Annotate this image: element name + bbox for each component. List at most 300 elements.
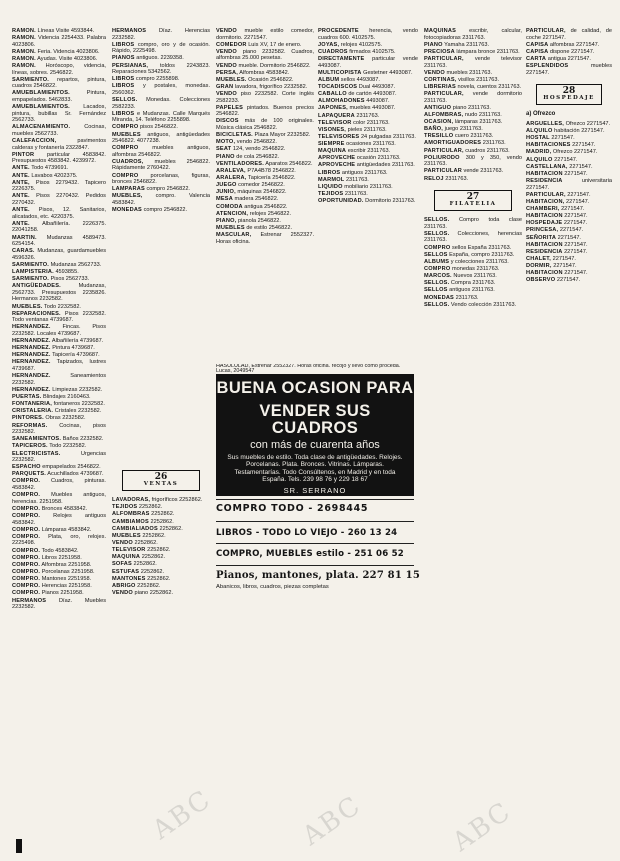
divider: [216, 521, 414, 522]
classified-ad: [318, 191, 418, 198]
ad-text: máquinas 2546822.: [237, 189, 287, 196]
ad-keyword: LIBROS: [112, 76, 135, 83]
ad-keyword: JOYAS,: [318, 41, 340, 48]
ad-keyword: CORTINAS,: [424, 76, 457, 83]
ad-keyword: ANTE,: [12, 179, 30, 186]
ad-text: Yamaha 2311763.: [444, 41, 490, 48]
ad-text: cuero 2311763.: [454, 133, 494, 140]
ad-keyword: MARMOL: [318, 176, 345, 183]
ad-text: piso 2232582. Corte inglés 2582233.: [216, 91, 314, 104]
ad-keyword: RAMON.: [12, 48, 36, 55]
ad-keyword: PERSIANAS,: [112, 62, 149, 69]
ad-keyword: BICICLETAS.: [216, 132, 253, 139]
classified-ad: [526, 178, 612, 191]
ad-keyword: CASTELLANA,: [526, 163, 568, 170]
ad-text: vende televisor 2311763.: [424, 55, 522, 69]
ad-text: 2311763.: [356, 112, 380, 119]
classified-ad: [216, 211, 314, 218]
ad-keyword: ALBUMS: [424, 258, 450, 265]
classified-ad: [112, 519, 210, 526]
ad-text: compro, oro y de ocasión. Rápido, 2225498.: [112, 41, 210, 55]
ad-text: Mudanzas, 2562733. Presupuestos 2235826. Hermanos 2232582.: [12, 283, 106, 303]
section-label: HOSPEDAJE: [543, 94, 595, 101]
ad-text: mueble. Dormitorio 2546822.: [238, 62, 311, 69]
ad-keyword: ANTIGÜEDADES.: [12, 283, 61, 290]
classified-ad: [12, 464, 106, 471]
ad-keyword: PARTICULAR,: [424, 55, 464, 62]
ad-text: piano 2232582. Cuadros, alfombras 25.000 pesetas.: [216, 48, 314, 62]
ad-text: Cristales 2232582.: [54, 408, 102, 415]
ad-keyword: SELLOS.: [112, 97, 138, 104]
ad-keyword: HABITACION: [526, 270, 563, 277]
ad-text: antiguos 2311763.: [341, 169, 388, 176]
classified-ad: [424, 126, 522, 133]
ad-keyword: SELLOS: [424, 251, 448, 258]
ad-text: 2252862.: [137, 582, 161, 589]
ad-keyword: LAMPARAS: [112, 186, 145, 193]
ad-keyword: POLIURODO: [424, 154, 460, 161]
ad-text: Ofrezco 2271547.: [552, 149, 598, 156]
ad-text: visillos 2311763.: [458, 76, 500, 83]
classified-ad: [526, 157, 612, 164]
ad-keyword: RAMON.: [12, 28, 36, 34]
classified-ad: [318, 134, 418, 141]
classified-ad: [112, 526, 210, 533]
ad-text: España, compro 2311763.: [449, 251, 515, 258]
ad-keyword: RAMON.: [12, 63, 36, 70]
ad-keyword: TELEVISOR: [318, 119, 352, 126]
ad-text: Mudanzas 4589473. 6254154.: [12, 234, 106, 248]
classified-ad: [424, 295, 522, 302]
ad-keyword: ALQUILO: [526, 156, 553, 163]
classified-ad: [526, 199, 612, 206]
bold-ad-pianos: Pianos, mantones, plata. 227 81 15: [216, 570, 420, 581]
ad-text: Pintura 4739687.: [52, 345, 95, 352]
ad-text: dispone 2271547.: [549, 48, 595, 55]
ad-text: antigua 2546822.: [244, 203, 288, 210]
classified-ad: [112, 173, 210, 186]
ad-text: cuadros 2311763.: [465, 147, 510, 154]
classified-ad: [12, 152, 106, 165]
ad-text: Fincas. Pisos 2232582. Locales 4739687.: [12, 324, 106, 337]
ad-text: antiguos, antigüedades 2546822. 4077238.: [112, 131, 210, 145]
ad-text: 2271547.: [561, 205, 585, 212]
classified-ad: [216, 218, 314, 225]
ad-keyword: PARQUETS.: [12, 471, 47, 478]
classified-ad: [216, 132, 314, 139]
classified-ad: [526, 235, 612, 242]
classified-ad: [526, 63, 612, 76]
classified-ad: [526, 142, 612, 149]
ad-keyword: PARTICULAR,: [424, 91, 464, 98]
classified-column-6: [526, 28, 612, 850]
watermark-text: ABC: [147, 784, 218, 846]
classified-ad: [216, 168, 314, 175]
ad-text: color 2311763.: [353, 119, 390, 126]
ad-keyword: APROVECHE: [318, 162, 356, 169]
ad-keyword: OCASION,: [424, 119, 454, 126]
classified-ad: [12, 436, 106, 443]
classified-ad: [112, 547, 210, 554]
ad-text: muebles antiguos, alfombras 2546822.: [112, 145, 210, 158]
ad-text: Pisos 2279432. Tapicero 2226375.: [12, 179, 106, 193]
ad-text: Pianos 2251958.: [41, 590, 84, 597]
classified-ad: [424, 155, 522, 168]
ad-keyword: HABITACIONES: [526, 142, 571, 149]
classified-ad: [424, 245, 522, 252]
ad-keyword: VENDO: [216, 48, 237, 55]
ad-text: Líneas Visite 4593844.: [37, 28, 95, 34]
ad-keyword: COMPRO.: [12, 513, 41, 519]
ad-keyword: MADRID,: [526, 149, 552, 156]
ad-text: Díaz. Muebles 2232582.: [12, 597, 106, 611]
classified-ad: [526, 149, 612, 156]
classified-ad: [112, 63, 210, 76]
classified-ad: [424, 77, 522, 84]
ad-keyword: DISCOS: [216, 118, 239, 125]
ad-keyword: MONEDAS: [424, 294, 454, 301]
ad-text: Ayudas. Visite 4023806.: [37, 55, 98, 62]
ad-keyword: HERNANDEZ.: [12, 352, 51, 359]
ad-keyword: MESA: [216, 196, 233, 203]
ad-text: madera 2546822.: [234, 196, 279, 203]
ad-keyword: HERNANDEZ.: [12, 373, 51, 380]
classified-ad: [112, 193, 210, 206]
classified-ad: [12, 124, 106, 137]
ad-text: de estilo 2546822.: [246, 224, 293, 231]
classified-ad: [12, 506, 106, 513]
ad-keyword: TOCADISCOS: [318, 83, 358, 90]
ad-text: habitación 2271547.: [554, 127, 605, 134]
classified-ad: [12, 49, 106, 56]
ad-text: y colecciones 2311763.: [450, 258, 509, 265]
ad-text: 2271547.: [564, 270, 588, 277]
ad-text: Compro toda clase 2311763.: [424, 217, 522, 230]
classified-ad: [424, 105, 522, 112]
ad-keyword: AMUEBLAMIENTOS.: [12, 90, 70, 97]
ad-keyword: CUADROS,: [112, 158, 144, 165]
ad-keyword: PARTICULAR,: [526, 191, 566, 198]
ad-keyword: COMPRO.: [12, 533, 41, 540]
ad-text: P7A4B78 2546822.: [247, 167, 296, 174]
classified-ad: [318, 98, 418, 105]
ad-keyword: SEÑORITA: [526, 234, 557, 241]
ad-text: muebles 2271547.: [526, 63, 612, 76]
ad-keyword: VENTILADORES.: [216, 160, 264, 167]
classified-ad: [318, 184, 418, 191]
ad-keyword: COMPRO.: [12, 492, 41, 499]
ad-text: nudo 2311763.: [464, 111, 502, 118]
ad-keyword: COMPRO: [112, 145, 139, 152]
ad-keyword: LIBROS: [112, 110, 135, 117]
ad-keyword: COMPRO.: [12, 561, 41, 568]
classified-ad: [112, 590, 210, 597]
ad-keyword: MUEBLES: [112, 532, 141, 539]
ad-text: mueble estilo comedor, dormitorio. 2271547.: [216, 28, 314, 41]
classified-ad: [12, 269, 106, 276]
classified-ad: [318, 56, 418, 69]
classified-ad: [12, 77, 106, 90]
classified-ad: [526, 220, 612, 227]
ad-keyword: MUEBLES,: [112, 193, 143, 200]
classified-ad: [112, 583, 210, 590]
classified-ad: [216, 204, 314, 211]
ad-keyword: COMPRO: [112, 172, 139, 179]
classified-ad: [318, 198, 418, 205]
classified-ad: [424, 140, 522, 147]
ad-text: Mantones 2251958.: [41, 576, 92, 583]
classified-ad: [216, 189, 314, 196]
classified-ad: [112, 504, 210, 511]
ad-keyword: ARALEVA,: [216, 167, 246, 174]
watermark-text: ABC: [447, 796, 518, 858]
section-heading-ventas: [122, 470, 200, 491]
ad-text: 2271547.: [567, 191, 591, 198]
classified-ad: [112, 28, 210, 41]
ad-keyword: HERNANDEZ.: [12, 324, 51, 331]
ad-keyword: LIBRERIAS: [424, 83, 456, 90]
ad-text: 2252862.: [147, 547, 171, 554]
classified-ad: [318, 170, 418, 177]
classified-ad: [424, 70, 522, 77]
classified-ad: [112, 145, 210, 158]
ad-text: 2252862.: [142, 532, 166, 539]
ad-keyword: ALBUM: [318, 76, 340, 83]
ad-keyword: CHALET,: [526, 255, 552, 262]
ad-text: sellos 4493087.: [340, 76, 380, 83]
ad-text: Gestetner 4493087.: [363, 69, 413, 76]
ad-keyword: COMPRO.: [12, 478, 41, 485]
ad-keyword: CALEFACCION,: [12, 138, 57, 145]
ad-text: Nuevos 2311763.: [453, 273, 497, 280]
ad-text: antiguos 2311763.: [449, 287, 495, 294]
ad-text: Alfombras 2251958.: [41, 561, 92, 568]
ad-keyword: PARTICULAR: [424, 168, 462, 175]
ad-text: pianola 2546822.: [238, 217, 281, 224]
classified-ad: [216, 196, 314, 203]
ad-keyword: COMPRO: [424, 244, 451, 251]
ad-text: Saneamientos 2232582.: [12, 373, 106, 386]
ad-text: compro. Valencia 4583842.: [112, 193, 210, 206]
ad-keyword: VISONES,: [318, 126, 347, 133]
ad-text: 2271547.: [564, 170, 588, 177]
ad-text: lámparas 2311763.: [454, 119, 503, 126]
ad-keyword: SIEMPRE: [318, 141, 345, 148]
classified-ad: [526, 263, 612, 270]
ad-headline-2: VENDER SUS CUADROS: [259, 402, 371, 437]
ad-text: y postales, monedas. 2560362.: [112, 83, 210, 96]
ad-keyword: ELECTRICISTAS.: [12, 450, 61, 457]
ad-keyword: PERSA,: [216, 69, 239, 76]
ad-text: 2271547.: [572, 142, 596, 149]
ad-keyword: SANEAMIENTOS.: [12, 436, 62, 443]
ad-text: Herencias 2251958.: [41, 583, 92, 590]
classified-ad: [526, 42, 612, 49]
classified-ad: [318, 148, 418, 155]
classified-ad: [424, 56, 522, 69]
ad-keyword: CAPISA: [526, 48, 549, 55]
ad-keyword: COMPRO.: [12, 554, 41, 561]
classified-ad: [12, 513, 106, 526]
bold-ad-abanicos: Abanicos, libros, cuadros, piezas completas: [216, 584, 329, 590]
classified-ad: [526, 227, 612, 234]
classified-ad: [12, 352, 106, 359]
classified-ad: [216, 118, 314, 131]
ad-keyword: ALFOMBRAS: [112, 511, 150, 518]
classified-ad: [12, 324, 106, 337]
classified-ad: [318, 141, 418, 148]
ad-text: vendo 2546822.: [236, 139, 277, 146]
classified-ad: [12, 590, 106, 597]
ad-text: 4593855.: [55, 269, 79, 276]
ad-keyword: PIANO,: [216, 217, 237, 224]
classified-ad: [12, 555, 106, 562]
ad-text: Libros 2251958.: [41, 554, 82, 561]
ad-keyword: SELLOS: [424, 287, 448, 294]
classified-ad: [318, 91, 418, 98]
ad-keyword: HERNANDEZ.: [12, 386, 51, 393]
section-heading-hospedaje: [536, 84, 602, 105]
classified-ad: [12, 576, 106, 583]
classified-ad: [12, 569, 106, 576]
ad-text: fontaneros 2232582.: [53, 401, 105, 408]
ad-text: piano 2252862.: [134, 589, 174, 596]
ad-text: de cartón 4493087.: [348, 91, 397, 98]
classified-ad: [112, 97, 210, 110]
ad-text: Acuchillados 4739687.: [47, 471, 104, 478]
ad-keyword: PIANO: [424, 41, 443, 48]
ad-text: 2252862.: [150, 518, 174, 525]
ad-keyword: MAQUINA: [318, 148, 347, 155]
ad-keyword: LAPAQUERA: [318, 112, 355, 119]
ad-keyword: TELEVISOR: [112, 547, 146, 554]
ad-text: Compra 2311763.: [450, 280, 496, 287]
ad-keyword: COMPRO.: [12, 590, 41, 597]
ad-text: Albañilería. 2226375. 22041258.: [12, 220, 106, 234]
classified-ad: [526, 56, 612, 63]
classified-ad: [526, 206, 612, 213]
ad-text: Todo 2232582.: [49, 443, 87, 450]
classified-ad: [216, 42, 314, 49]
classified-ad: [216, 49, 314, 62]
ad-keyword: MAQUINA: [112, 554, 141, 561]
ad-text: Plaza Mayor 2232582.: [254, 132, 311, 139]
classified-ad: [112, 540, 210, 547]
classified-ad: [12, 90, 106, 103]
ad-text: Cuadros, pinturas. 4583842.: [12, 478, 106, 492]
ad-text: vende dormitorio 2311763.: [424, 91, 522, 104]
ad-text: Monedas. Colecciones 2582233.: [112, 97, 210, 110]
classified-ad: [12, 165, 106, 172]
ad-text: 2311763.: [445, 175, 469, 182]
section-heading-filatelia: [434, 190, 512, 211]
ad-text: 2252862.: [133, 561, 157, 568]
classified-ad: [12, 193, 106, 206]
ad-keyword: ANTE.: [12, 193, 30, 200]
classified-ad: [112, 497, 210, 504]
ad-text: muebles 2311763.: [446, 69, 493, 76]
ad-keyword: COMPRO.: [12, 576, 41, 583]
ad-keyword: COMPRO: [112, 124, 139, 131]
ad-keyword: RAMON.: [12, 35, 36, 42]
ad-text: pieles 2311763.: [347, 126, 387, 133]
ad-keyword: VENDO: [112, 589, 133, 596]
ad-keyword: MARTIN.: [12, 234, 37, 241]
ad-keyword: MARCOS.: [424, 273, 452, 280]
ad-text: Obras 2232582.: [45, 415, 86, 422]
classified-ad: [424, 49, 522, 56]
ad-text: 2271547.: [552, 255, 576, 262]
ad-keyword: COMODA: [216, 203, 243, 210]
ad-text: Feria. Videncia 4023806.: [37, 48, 100, 55]
newspaper-page: [12, 28, 612, 850]
classified-ad: [424, 231, 522, 244]
ad-keyword: PARTICULAR,: [526, 28, 566, 34]
section-number: 26: [154, 472, 168, 482]
ad-keyword: CAMBIAMOS: [112, 518, 149, 525]
classified-ad: [112, 124, 210, 131]
classified-ad: [424, 287, 522, 294]
ad-text: Pintura, empapelados. 5462833.: [12, 90, 106, 104]
ad-keyword: MONEDAS: [112, 207, 142, 214]
ad-text: particular 4583842. Presupuestos 4583842. 4239972.: [12, 151, 106, 165]
classified-ad: [424, 42, 522, 49]
ad-text: relojes 4102575.: [340, 41, 383, 48]
classified-ad: [318, 84, 418, 91]
ad-text: Horóscopo, videncia, líneas, sobres. 2546822.: [12, 63, 106, 76]
ad-text: compro 2546822.: [143, 207, 188, 214]
ad-keyword: ALFOMBRAS,: [424, 111, 464, 118]
classified-ad: [12, 527, 106, 534]
ad-keyword: CARAS.: [12, 248, 35, 255]
ad-keyword: COMPRO.: [12, 505, 41, 512]
ad-text: 2252862.: [159, 525, 183, 532]
ad-keyword: VENDO: [216, 91, 237, 98]
classified-ad: [12, 276, 106, 283]
ad-text: 2271547.: [557, 234, 581, 241]
classified-ad: [526, 192, 612, 199]
ad-keyword: GRAN: [216, 83, 234, 90]
classified-ad: [12, 283, 106, 303]
ad-text: 2311763.: [455, 294, 479, 301]
ad-keyword: VENDO: [216, 62, 237, 69]
ad-text: 2271547.: [554, 156, 578, 163]
ad-keyword: CAPISA: [526, 41, 549, 48]
ad-keyword: RESIDENCIA: [526, 177, 563, 184]
ad-keyword: MUEBLES.: [12, 303, 43, 310]
ad-text: antigüedades 2311763.: [356, 162, 415, 169]
ad-keyword: HABITACION: [526, 241, 563, 248]
ad-keyword: MANTONES: [112, 575, 146, 582]
ad-text: Pisos 2232582. Todo ventanas 4739687.: [12, 310, 106, 324]
ad-text: Pisos, 12. Sanitarios, alicatados, etc. 4220375.: [12, 207, 106, 220]
ad-keyword: SELLOS.: [424, 280, 450, 287]
ad-text: compro 2546822.: [146, 186, 190, 193]
ad-keyword: HABITACION: [526, 213, 563, 220]
ad-keyword: RESIDENCIA: [526, 248, 563, 255]
ad-text: e Mudanzas. Calle Marqués Miranda, 14. Teléfono 2255898.: [112, 110, 210, 124]
classified-ad: [216, 146, 314, 153]
ad-keyword: TELEVISORES: [318, 133, 360, 140]
ad-text: 2252862.: [151, 511, 175, 518]
ad-keyword: DIRECTAMENTE: [318, 55, 365, 62]
ad-text: 2271547.: [564, 248, 588, 255]
classified-ad: [526, 49, 612, 56]
ad-text: 2252862.: [141, 554, 166, 561]
ad-keyword: ARGUELLES,: [526, 120, 565, 127]
ad-keyword: HOSTAL: [526, 135, 550, 142]
classified-column-3: [216, 28, 314, 363]
